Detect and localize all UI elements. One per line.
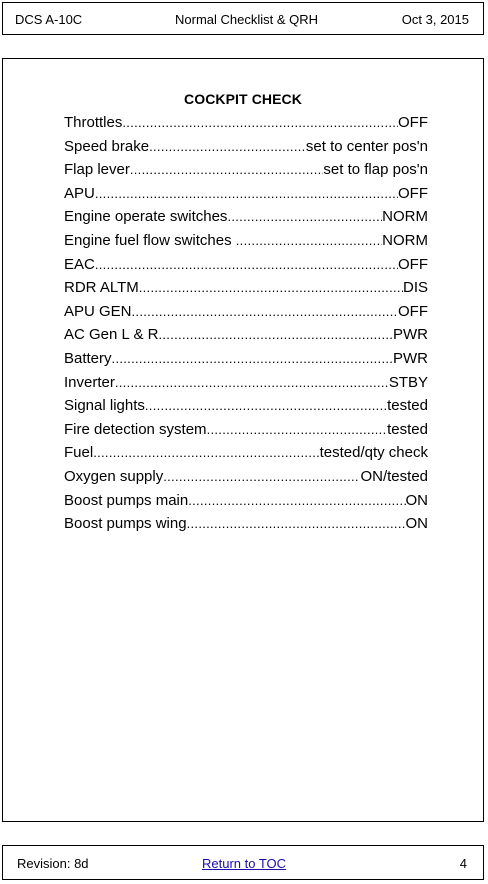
- checklist-row: [64, 138, 428, 162]
- checklist-value: NORM: [382, 208, 428, 226]
- checklist-row: [64, 468, 428, 492]
- checklist-row: [64, 421, 428, 445]
- checklist-value: ON: [405, 491, 428, 509]
- checklist-row: [64, 114, 428, 138]
- checklist-value: set to flap pos'n: [323, 161, 428, 179]
- header-document-title: Normal Checklist & QRH: [175, 12, 319, 27]
- page-header: [2, 2, 484, 35]
- checklist-value: DIS: [402, 279, 428, 297]
- checklist-row: [64, 397, 428, 421]
- checklist-row: [64, 492, 428, 516]
- checklist: [64, 114, 428, 539]
- checklist-value: OFF: [398, 114, 428, 131]
- header-aircraft: DCS A-10C: [15, 12, 83, 27]
- dot-leader: [207, 422, 388, 437]
- dot-leader: [112, 351, 393, 366]
- checklist-value: tested/qty check: [319, 444, 428, 462]
- checklist-row: [64, 303, 428, 327]
- checklist-item: Boost pumps wing: [64, 515, 187, 533]
- section-title: COCKPIT CHECK: [184, 91, 302, 107]
- checklist-item: Oxygen supply: [64, 467, 164, 485]
- checklist-value: ON: [405, 515, 428, 533]
- checklist-row: [64, 185, 428, 209]
- checklist-row: [64, 208, 428, 232]
- checklist-value: OFF: [398, 184, 428, 202]
- page-footer: [2, 845, 484, 880]
- dot-leader: [122, 115, 398, 130]
- checklist-item: Engine operate switches: [64, 208, 228, 226]
- checklist-item: Throttles: [64, 114, 123, 131]
- dot-leader: [95, 257, 398, 272]
- checklist-item: APU GEN: [64, 302, 132, 320]
- checklist-item: Signal lights: [64, 397, 145, 415]
- header-date: Oct 3, 2015: [401, 12, 469, 27]
- checklist-row: [64, 256, 428, 280]
- checklist-item: Battery: [64, 349, 112, 367]
- checklist-item: AC Gen L & R: [64, 326, 159, 344]
- revision-label: Revision: 8d: [17, 856, 89, 871]
- checklist-row: [64, 326, 428, 350]
- return-to-toc-link[interactable]: Return to TOC: [202, 856, 287, 871]
- dot-leader: [188, 493, 405, 508]
- checklist-row: [64, 444, 428, 468]
- checklist-value: STBY: [388, 373, 428, 391]
- checklist-item: Flap lever: [64, 161, 130, 179]
- checklist-item: Inverter: [64, 373, 115, 391]
- dot-leader: [93, 445, 319, 460]
- dot-leader: [236, 233, 382, 248]
- checklist-row: [64, 161, 428, 185]
- checklist-row: [64, 515, 428, 539]
- checklist-value: tested: [387, 420, 428, 438]
- checklist-value: ON/tested: [360, 467, 428, 485]
- checklist-item: Fire detection system: [64, 420, 207, 438]
- dot-leader: [163, 469, 360, 484]
- checklist-row: [64, 350, 428, 374]
- dot-leader: [227, 209, 382, 224]
- checklist-value: set to center pos'n: [305, 137, 428, 155]
- checklist-value: PWR: [393, 349, 428, 367]
- dot-leader: [130, 162, 324, 177]
- checklist-item: EAC: [64, 255, 95, 273]
- checklist-panel: [2, 58, 484, 822]
- dot-leader: [115, 375, 389, 390]
- checklist-value: tested: [387, 397, 428, 415]
- dot-leader: [132, 304, 398, 319]
- checklist-item: Speed brake: [64, 137, 150, 155]
- checklist-value: OFF: [398, 255, 428, 273]
- dot-leader: [149, 139, 306, 154]
- checklist-item: RDR ALTM: [64, 279, 139, 297]
- dot-leader: [145, 398, 387, 413]
- dot-leader: [139, 280, 403, 295]
- checklist-row: [64, 279, 428, 303]
- dot-leader: [95, 186, 398, 201]
- checklist-item: Engine fuel flow switches: [64, 231, 236, 249]
- checklist-item: Boost pumps main: [64, 491, 189, 509]
- checklist-value: PWR: [393, 326, 428, 344]
- checklist-row: [64, 374, 428, 398]
- checklist-value: NORM: [382, 231, 428, 249]
- checklist-row: [64, 232, 428, 256]
- checklist-value: OFF: [398, 302, 428, 320]
- checklist-item: APU: [64, 184, 95, 202]
- dot-leader: [187, 516, 406, 531]
- page-number: 4: [459, 856, 467, 871]
- checklist-item: Fuel: [64, 444, 94, 462]
- dot-leader: [158, 327, 393, 342]
